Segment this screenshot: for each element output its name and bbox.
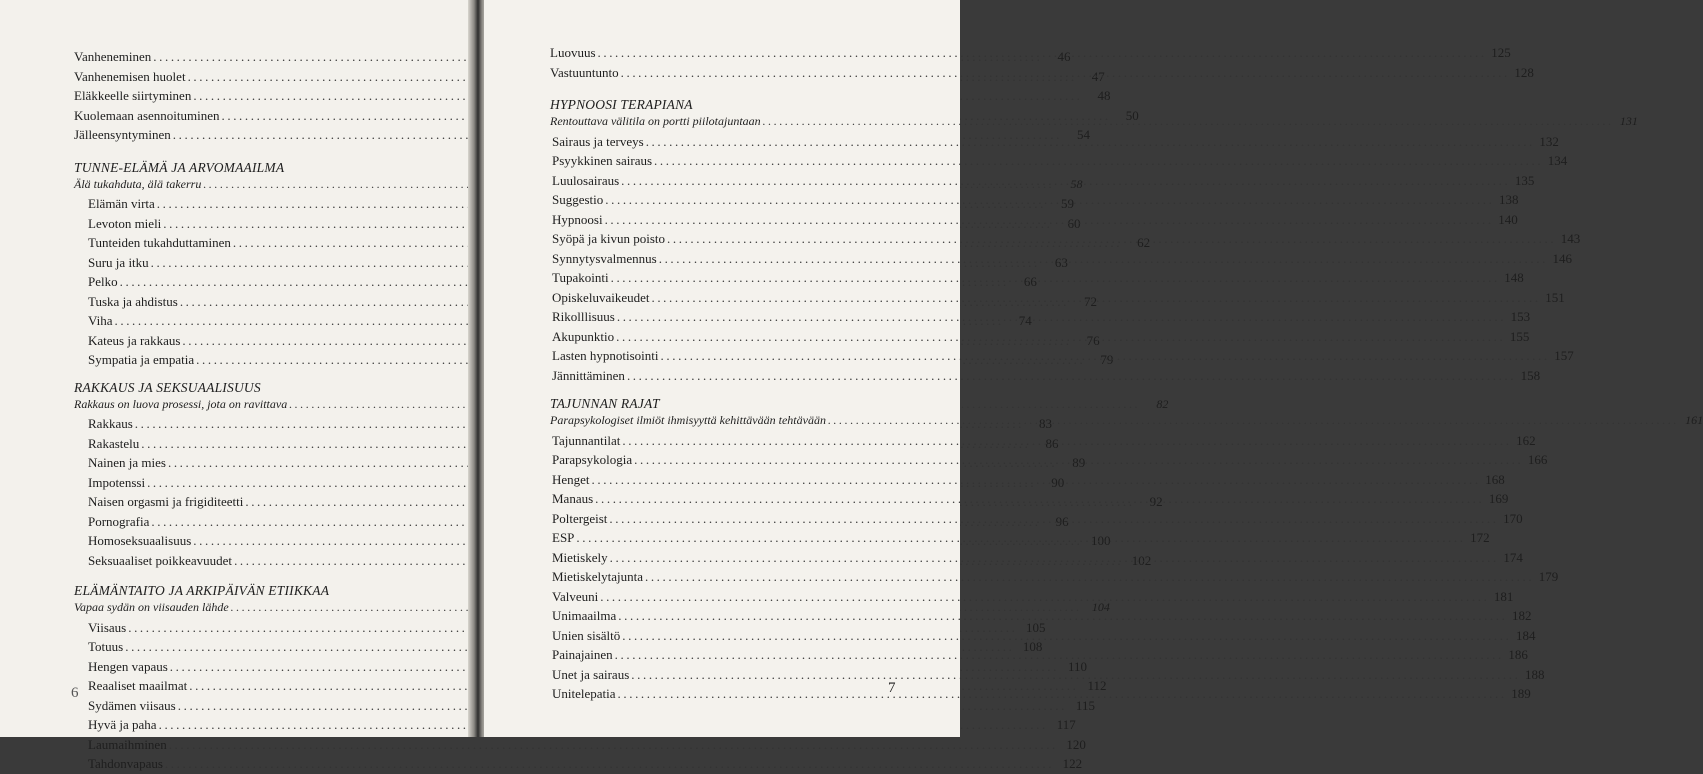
toc-entry-page: 184 [1515,627,1536,643]
section-title: ELÄMÄNTAITO JA ARKIPÄIVÄN ETIIKKAA [74,583,330,598]
toc-entry-label: Nainen ja mies [88,455,166,470]
toc-entry-label: Unet ja sairaus [552,666,630,682]
toc-entry-page: 76 [1086,332,1100,348]
dot-leader [763,112,1614,132]
dot-leader [618,606,1507,626]
toc-entry-page: 62 [1137,235,1151,250]
toc-entry-page: 83 [1038,416,1052,431]
toc-entry-page: 125 [1491,45,1511,60]
toc-entry-page: 174 [1503,549,1523,565]
toc-entry-label: Tuska ja ahdistus [88,293,178,309]
toc-entry-page: 60 [1067,215,1081,231]
toc-entry-page: 186 [1508,647,1528,662]
section-subtitle-label: Rentouttava välitila on portti piilotajuntaan [550,114,761,128]
toc-entry-page: 170 [1503,510,1523,526]
toc-entry-label: Parapsykologia [552,452,633,467]
toc-entry-label: Vastuuntunto [550,64,619,80]
section-subtitle-page: 58 [1070,176,1083,191]
section-subtitle-label: Älä tukahduta, älä takerru [74,176,202,191]
toc-entry-page: 122 [1062,756,1083,771]
toc-entry-page: 189 [1511,686,1531,701]
toc-entry-label: Sairaus ja terveys [552,133,644,149]
toc-entry-page: 96 [1055,513,1069,529]
toc-entry-page: 66 [1023,274,1037,289]
toc-entry-page: 155 [1509,328,1530,344]
dot-leader [616,327,1505,347]
dot-leader [609,509,1498,529]
toc-entry [74,735,1086,755]
toc-entry-label: Suru ja itku [88,254,149,270]
toc-entry [550,366,1541,386]
toc-entry-page: 105 [1025,619,1046,635]
toc-entry-label: Seksuaaliset poikkeavuudet [88,552,233,568]
toc-entry-page: 86 [1045,435,1059,451]
section-subtitle-label: Vapaa sydän on viisauden lähde [74,600,229,614]
toc-entry-page: 79 [1100,352,1114,367]
toc-entry-label: Mietiskely [552,549,608,565]
dot-leader [667,229,1556,249]
toc-entry-label: Opiskeluvaikeudet [552,289,650,305]
toc-entry-page: 92 [1149,494,1163,509]
page-number-left: 6 [71,685,79,701]
toc-entry-label: Painajainen [552,647,613,662]
toc-entry-label: Vanhenemisen huolet [74,68,186,84]
toc-entry-page: 158 [1520,367,1541,383]
toc-entry-label: Tajunnantilat [552,432,621,448]
toc-entry-page: 132 [1539,133,1559,149]
toc-entry-page: 148 [1504,270,1524,285]
toc-entry-label: Syöpä ja kivun poisto [552,231,666,246]
toc-entry-page: 90 [1051,474,1065,490]
toc-entry-label: Luovuus [550,45,596,60]
dot-leader [617,307,1506,327]
dot-leader [618,684,1507,704]
toc-entry-label: Sydämen viisaus [88,697,176,713]
toc-entry-label: Levoton mieli [88,215,162,231]
dot-leader [595,489,1484,509]
dot-leader [605,210,1494,230]
dot-leader [627,366,1516,386]
toc-entry-label: Eläkkeelle siirtyminen [74,88,192,103]
toc-entry-label: Rakkaus [88,416,133,431]
toc-entry-label: Laumaihminen [88,736,167,752]
toc-entry-page: 179 [1538,569,1559,584]
toc-entry-label: Viha [88,313,113,328]
toc-entry-label: ESP [552,530,575,545]
toc-entry-page: 108 [1022,639,1043,654]
toc-entry [74,715,1076,735]
toc-entry-page: 47 [1091,68,1105,84]
dot-leader [605,190,1494,210]
section-subtitle-label: Rakkaus on luova prosessi, jota on ravittava [74,396,288,411]
toc-entry-label: Hyvä ja paha [88,717,157,732]
toc-entry-page: 112 [1087,678,1107,693]
dot-leader [598,43,1487,63]
section-subtitle-page: 161 [1685,413,1703,427]
toc-entry-page: 135 [1514,172,1535,188]
section-title: TAJUNNAN RAJAT [550,396,660,411]
dot-leader [659,249,1548,269]
toc-entry-label: Manaus [552,491,594,506]
toc-entry [74,754,1083,774]
dot-leader [611,268,1500,288]
dot-leader [621,171,1510,191]
toc-entry-page: 172 [1470,530,1490,545]
dot-leader [622,431,1511,451]
toc-entry-page: 138 [1499,192,1519,207]
dot-leader [621,63,1510,83]
section-subtitle-page: 131 [1619,114,1638,128]
toc-entry-page: 120 [1066,736,1086,752]
toc-entry-page: 168 [1485,471,1505,487]
section-title: HYPNOOSI TERAPIANA [550,97,693,112]
toc-entry-label: Unien sisältö [552,627,621,643]
toc-entry-page: 63 [1054,254,1068,270]
section-subtitle-page: 104 [1091,600,1110,614]
toc-entry-label: Pornografia [88,513,150,529]
dot-leader [631,665,1520,685]
toc-entry-label: Unitelepatia [552,686,616,701]
toc-entry-page: 162 [1516,432,1536,448]
toc-entry-page: 157 [1554,348,1574,363]
toc-entry-page: 151 [1545,289,1565,305]
section-title: TUNNE-ELÄMÄ JA ARVOMAAILMA [74,159,285,175]
toc-entry-label: Valveuni [552,588,599,604]
toc-entry-label: Viisaus [88,619,127,635]
toc-entry-label: Hypnoosi [552,211,603,227]
toc-entry-page: 59 [1060,196,1074,211]
toc-entry-label: Mietiskelytajunta [552,569,643,584]
dot-leader [645,567,1534,587]
toc-entry-page: 128 [1514,64,1534,80]
toc-entry-page: 181 [1493,588,1514,604]
dot-leader [615,645,1504,665]
toc-entry-page: 100 [1090,533,1111,548]
toc-entry-page: 115 [1075,697,1095,713]
toc-entry-label: Suggestio [552,192,604,207]
toc-entry [550,151,1568,171]
toc-entry-label: Jälleensyntyminen [74,127,171,142]
toc-entry-page: 169 [1488,491,1509,506]
toc-entry-label: Totuus [88,639,124,654]
toc-entry-page: 146 [1552,250,1572,266]
dot-leader [661,346,1550,366]
dot-leader [622,626,1511,646]
toc-entry-label: Tahdonvapaus [88,756,163,771]
toc-entry-label: Homoseksuaalisuus [88,533,192,548]
dot-leader [828,411,1679,431]
toc-entry-label: Synnytysvalmennus [552,250,657,266]
toc-entry-label: Lasten hypnotisointi [552,348,659,363]
toc-entry-page: 117 [1056,717,1076,732]
toc-entry-label: Jännittäminen [552,367,625,383]
toc-entry-page: 140 [1498,211,1518,227]
toc-entry-label: Poltergeist [552,510,608,526]
toc-entry-page: 54 [1076,127,1090,142]
toc-entry-page: 102 [1131,552,1152,568]
dot-leader [169,735,1058,755]
toc-entry-page: 89 [1072,455,1086,470]
toc-entry-label: Rakastelu [88,435,140,451]
toc-entry-label: Hengen vapaus [88,658,168,674]
toc-entry-label: Tunteiden tukahduttaminen [88,235,231,250]
toc-entry-page: 153 [1510,309,1531,324]
toc-entry-page: 134 [1547,153,1568,168]
toc-entry-page: 110 [1067,658,1087,674]
toc-entry-label: Naisen orgasmi ja frigiditeetti [88,494,244,509]
page-number-right: 7 [888,680,896,696]
toc-entry-page: 143 [1560,231,1581,246]
toc-entry-page: 48 [1097,88,1111,103]
toc-entry [74,696,1095,716]
toc-entry [550,567,1559,587]
toc-entry-label: Akupunktio [552,328,615,344]
toc-entry-page: 166 [1527,452,1548,467]
toc-entry-label: Henget [552,471,590,487]
dot-leader [651,288,1540,308]
section-subtitle-page: 82 [1156,396,1169,411]
dot-leader [610,548,1499,568]
toc-entry-label: Rikolllisuus [552,309,615,324]
toc-entry-page: 50 [1125,107,1139,123]
toc-entry-label: Vanheneminen [74,49,152,64]
dot-leader [592,470,1481,490]
dot-leader [165,754,1054,774]
dot-leader [654,151,1543,171]
section-title: RAKKAUS JA SEKSUAALISUUS [74,379,261,395]
toc-entry-label: Unimaailma [552,608,617,623]
section-subtitle-label: Parapsykologiset ilmiöt ihmisyyttä kehittävään tehtävään [550,413,826,427]
toc-entry-page: 74 [1018,313,1032,328]
toc-entry-label: Pelko [88,274,118,289]
toc-entry-label: Reaaliset maailmat [88,678,188,693]
dot-leader [600,587,1489,607]
toc-entry-label: Sympatia ja empatia [88,352,195,367]
dot-leader [646,132,1535,152]
toc-entry-label: Tupakointi [552,270,609,285]
toc-entry-page: 188 [1524,666,1545,682]
toc-entry-label: Kateus ja rakkaus [88,332,181,348]
toc-entry-label: Luulosairaus [552,172,620,188]
dot-leader [576,528,1465,548]
toc-entry-label: Kuolemaan asennoituminen [74,107,220,123]
toc-entry-label: Psyykkinen sairaus [552,153,653,168]
toc-entry-label: Impotenssi [88,474,146,490]
toc-entry-page: 182 [1511,608,1532,623]
toc-entry-page: 72 [1084,293,1098,309]
toc-entry-label: Elämän virta [88,196,155,211]
toc-entry-page: 46 [1057,49,1071,64]
dot-leader [634,450,1523,470]
